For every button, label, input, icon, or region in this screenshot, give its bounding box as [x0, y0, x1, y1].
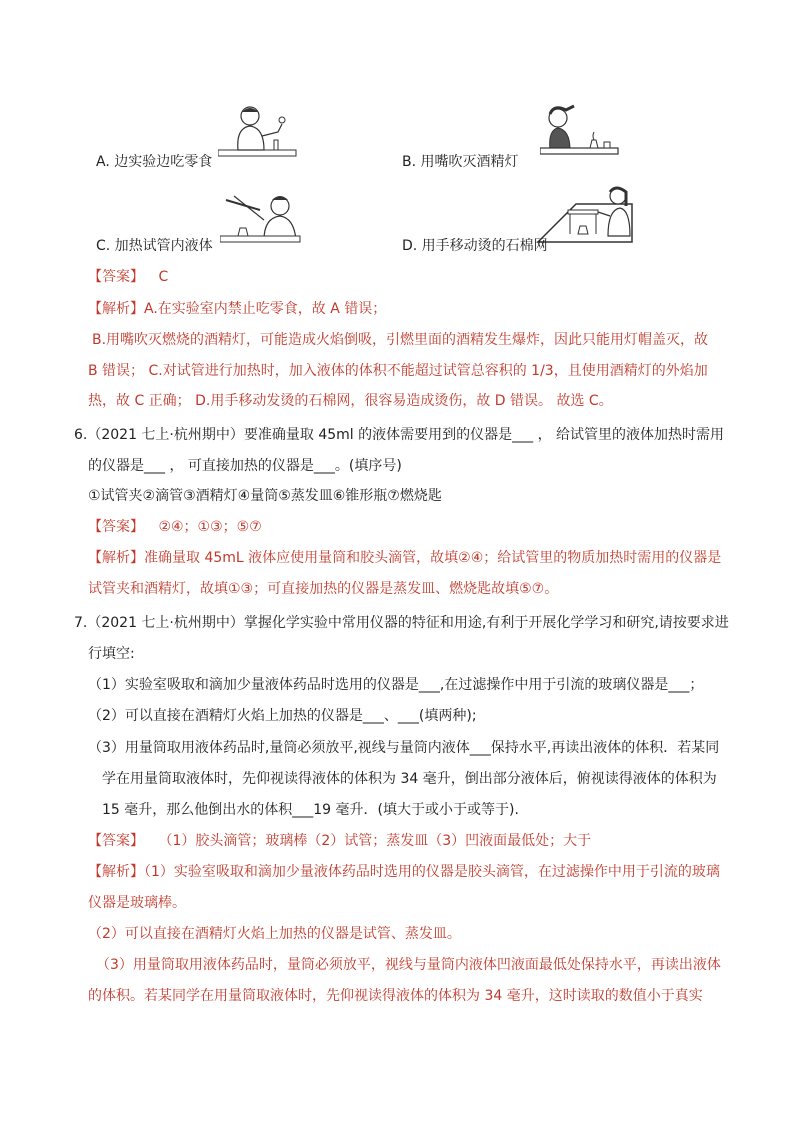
q7-answer: （1）胶头滴管；玻璃棒（2）试管；蒸发皿（3）凹液面最低处；大于 — [158, 833, 592, 849]
q6-question-line: 的仪器是___ ， 可直接加热的仪器是___。(填序号) — [88, 458, 402, 474]
q7-analysis-line: 的体积。若某同学在用量筒取液体时，先仰视读得液体的体积为 34 毫升，这时读取的数值小于真实 — [88, 988, 703, 1004]
q7-question-line: 15 毫升，那么他倒出水的体积___19 毫升．(填大于或小于或等于). — [102, 802, 519, 818]
q7-answer-row — [88, 831, 591, 851]
q6-answer: ②④；①③；⑤⑦ — [158, 519, 262, 535]
option-a: A. 边实验边吃零食 — [96, 154, 213, 170]
q7-question-line: 行填空: — [88, 646, 135, 662]
q7-question-line: 7.（2021 七上·杭州期中）掌握化学实验中常用仪器的特征和用途,有利于开展化学学习和研究,请按要求进 — [74, 615, 729, 631]
analysis-tag: 【解析】 — [88, 301, 144, 317]
moving-gauze-illustration — [536, 186, 636, 246]
q6-choices: ①试管夹②滴管③酒精灯④量筒⑤蒸发皿⑥锥形瓶⑦燃烧匙 — [88, 488, 442, 504]
blowing-lamp-illustration — [540, 102, 620, 158]
eating-snack-illustration — [218, 102, 298, 162]
option-b: B. 用嘴吹灭酒精灯 — [402, 154, 519, 170]
q6-answer-row — [88, 517, 262, 537]
q5-analysis-line: 热，故 C 正确； D.用手移动发烫的石棉网，很容易造成烫伤，故 D 错误。 故选 C。 — [88, 393, 613, 409]
q6-question-line: 6.（2021 七上·杭州期中）要准确量取 45ml 的液体需要用到的仪器是___ ， 给试管里的液体加热时需用 — [74, 427, 725, 443]
q6-analysis-line: 试管夹和酒精灯，故填①③；可直接加热的仪器是蒸发皿、燃烧匙故填⑤⑦。 — [88, 581, 559, 597]
q7-analysis-line: 仪器是玻璃棒。 — [88, 895, 186, 911]
option-d: D. 用手移动烫的石棉网 — [402, 238, 548, 254]
q7-analysis-line: （3）用量筒取用液体药品时，量筒必须放平，视线与量筒内液体凹液面最低处保持水平，再读出液体 — [96, 957, 721, 973]
q5-answer-row — [88, 267, 168, 287]
answer-tag: 【答案】 — [88, 269, 144, 285]
q5-analysis-line: B.用嘴吹灭燃烧的酒精灯，可能造成火焰倒吸，引燃里面的酒精发生爆炸，因此只能用灯帽盖灭，故 — [92, 332, 709, 348]
q7-question-line: （1）实验室吸取和滴加少量液体药品时选用的仪器是___,在过滤操作中用于引流的玻璃仪器是___； — [88, 677, 704, 693]
q5-analysis-line: 【解析】A.在实验室内禁止吃零食，故 A 错误； — [88, 301, 387, 317]
answer-tag: 【答案】 — [88, 519, 144, 535]
option-c: C. 加热试管内液体 — [96, 238, 213, 254]
q7-question-line: （2）可以直接在酒精灯火焰上加热的仪器是___、___(填两种); — [88, 708, 477, 724]
q7-analysis-line: （2）可以直接在酒精灯火焰上加热的仪器是试管、蒸发皿。 — [88, 926, 461, 942]
q5-analysis-line: B 错误； C.对试管进行加热时，加入液体的体积不能超过试管总容积的 1/3，且使用酒精灯的外焰加 — [88, 363, 708, 379]
q6-analysis-line: 【解析】准确量取 45mL 液体应使用量筒和胶头滴管，故填②④；给试管里的物质加热时需用的仪器是 — [88, 550, 722, 566]
analysis-tag: 【解析】 — [88, 550, 144, 566]
heating-tube-illustration — [220, 190, 302, 246]
q7-analysis-line: 【解析】（1）实验室吸取和滴加少量液体药品时选用的仪器是胶头滴管，在过滤操作中用于引流的玻璃 — [88, 864, 720, 880]
q7-question-line: （3）用量筒取用液体药品时,量筒必须放平,视线与量筒内液体___保持水平,再读出液体的体积．若某同 — [88, 740, 720, 756]
q7-question-line: 学在用量筒取液体时，先仰视读得液体的体积为 34 毫升，倒出部分液体后，俯视读得液体的体积为 — [102, 771, 717, 787]
q5-answer: C — [158, 269, 169, 285]
analysis-tag: 【解析】 — [88, 864, 144, 880]
answer-tag: 【答案】 — [88, 833, 144, 849]
